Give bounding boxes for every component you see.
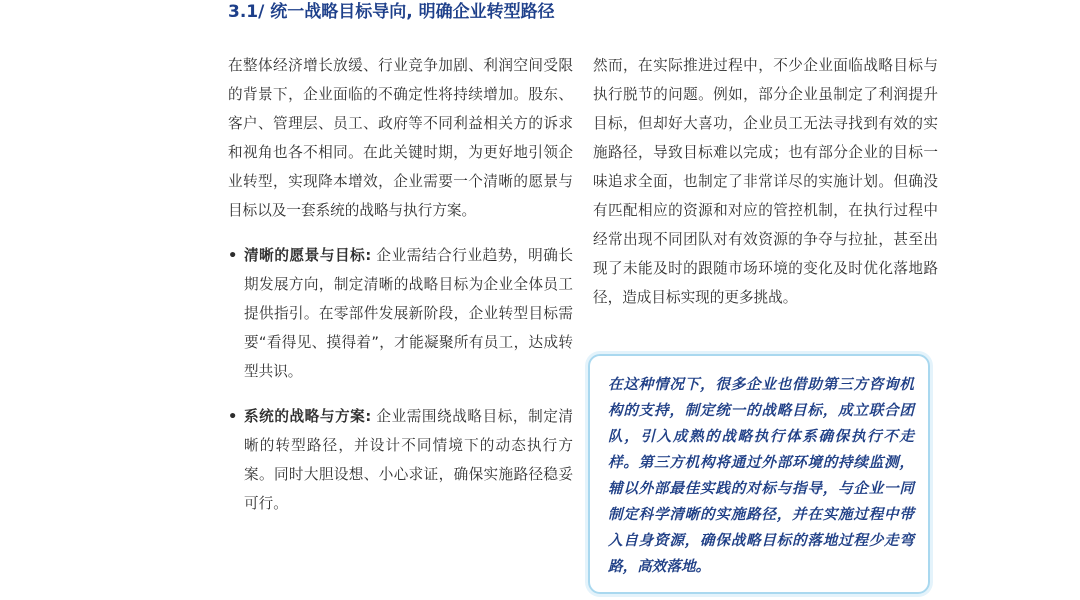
section-heading: 3.1/ 统一战略目标导向, 明确企业转型路径 (228, 2, 555, 22)
challenge-paragraph: 然而，在实际推进过程中，不少企业面临战略目标与执行脱节的问题。例如，部分企业虽制定了利润提升目标，但却好大喜功，企业员工无法寻找到有效的实施路径，导致目标难以完成；也有部分企业的目标一味追求全面，也制定了非常详尽的实施计划。但确没有匹配相应的资源和对应的管控机制，在执行过程中经常出现不同团队对有效资源的争夺与拉扯，甚至出现了未能及时的跟随市场环境的变化及时优化落地路径，造成目标实现的更多挑战。 (593, 57, 938, 306)
callout-box (588, 354, 930, 594)
bullet-list (228, 241, 573, 518)
callout-text: 在这种情况下，很多企业也借助第三方咨询机构的支持，制定统一的战略目标，成立联合团队，引入成熟的战略执行体系确保执行不走样。第三方机构将通过外部环境的持续监测，辅以外部最佳实践的对标与指导，与企业一同制定科学清晰的实施路径，并在实施过程中带入自身资源，确保战略目标的落地过程少走弯路，高效落地。 (608, 376, 914, 575)
bullet-marker: • (228, 247, 238, 264)
bullet-marker: • (228, 408, 238, 425)
intro-paragraph: 在整体经济增长放缓、行业竞争加剧、利润空间受限的背景下，企业面临的不确定性将持续增加。股东、客户、管理层、员工、政府等不同利益相关方的诉求和视角也各不相同。在此关键时期，为更好地引领企业转型，实现降本增效，企业需要一个清晰的愿景与目标以及一套系统的战略与执行方案。 (228, 57, 573, 219)
right-column (593, 51, 938, 312)
bullet-title: 系统的战略与方案: (244, 408, 372, 425)
bullet-strategy (228, 402, 573, 518)
bullet-body: 企业需结合行业趋势，明确长期发展方向，制定清晰的战略目标为企业全体员工提供指引。在零部件发展新阶段，企业转型目标需要“看得见、摸得着”，才能凝聚所有员工，达成转型共识。 (244, 247, 574, 380)
bullet-vision (228, 241, 573, 386)
left-column (228, 51, 573, 518)
bullet-title: 清晰的愿景与目标: (244, 247, 372, 264)
bullet-body: 企业需围绕战略目标，制定清晰的转型路径，并设计不同情境下的动态执行方案。同时大胆设想、小心求证，确保实施路径稳妥可行。 (244, 408, 574, 512)
